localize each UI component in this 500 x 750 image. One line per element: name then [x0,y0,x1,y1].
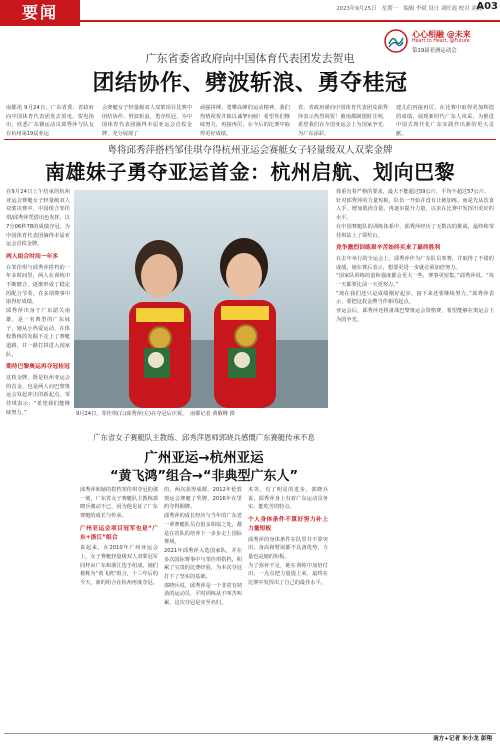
story2-right-paragraph: 在去年举行的全运会上，邱秀萍作为广东队员参赛，并取得了不错的成绩，她在赛后表示，想要更进一步就必须加倍努力。 [336,255,494,271]
inner-story [80,430,328,730]
dateline: 2023年9月25日 星期一 编辑 李斌 设计 刘旺霞 校对 刘翼 [336,6,482,12]
story1-kicker: 广东省委省政府向中国体育代表团发去贺电 [145,52,355,65]
story1-headline: 团结协作、劈波斩浪、勇夺桂冠 [92,71,408,96]
story1-column-1: 南都讯 9月24日，广东省委、省政府向中国体育代表团发去贺电。贺电指出，欣悉广东籍运动员邱秀萍与队友在杭州第19届亚运 [6,105,94,138]
section-title: 要闻 [0,0,80,26]
story2-subhead-2: 期待巴黎奥运再夺冠桂冠 [6,364,70,371]
page-number: A03 [476,1,498,12]
story2-headline: 南雄妹子勇夺亚运首金：杭州启航、划向巴黎 [45,160,455,184]
story2-right-paragraph: 针对邱秀萍的力量短板，队伍一开始并没有让她加练，而是先从饮食入手，增加肌肉含量，再逐步提升力量，以求在比赛中发挥出更好的水平。 [336,197,494,222]
inner-story-headline-2: “黄飞鸿”组合→“非典型广东人” [109,469,299,484]
story1-column-4: 省、省政府谨向中国体育代表团及邱秀萍表示热烈祝贺！被南都制图时注明，希望我们在全国亚运会上为国家争光、为广东添彩。 [298,105,388,138]
page-header [0,0,500,26]
inner-story-column-2 [164,486,242,726]
inner-paragraph: 邱秀萍的身体条件在队里并不算突出，身高和臂展都不具备优势，力量也是她的短板。 [248,536,328,560]
story1-column-2: 会赛艇女子轻量级双人双桨项目比赛中团结协作、劈波斩浪，勇夺桂冠，为中国体育代表团摘得本届亚运会首枚金牌，充分展现了 [102,105,192,138]
story2-left-paragraph: 邱秀萍出身于广东韶关南雄，是一名典型的广东妹子，她从小热爱运动，在体校教练的发掘下走上了赛艇道路，并一路打拼进入国家队。 [6,308,70,358]
story2-subhead-1: 两人组合时间一年多 [6,253,59,260]
story2-left-paragraph: 在邹佳琪与邱秀萍搭档的一年多时间里，两人在训练中不断磨合，逐渐形成了稳定的配合节奏，在多项赛事中取得好成绩。 [6,264,70,306]
story2-right-paragraph: 体重有着严格的要求，最大不能超过59公斤，平均不超过57公斤。 [336,189,490,195]
games-slogan: 心心相融 @未来 [412,30,471,39]
inner-story-kicker: 广东省女子赛艇队主教练、邱秀萍恩师郭晓兵感慨广东赛艇传承不息 [93,433,315,442]
athletes-photo [74,190,328,408]
story2-right-paragraph: 在中国赛艇队的训练体系中，邱秀萍经历了无数次的挑战，最终和邹佳琪站上了领奖台。 [336,223,494,239]
inner-subhead: 广州亚运会项目冠军也是“广东+浙江”组合 [80,525,158,541]
inner-story-column-1 [80,486,158,726]
inner-story-column-3 [248,486,328,726]
inner-paragraph: 的，两次获得成都、2012年伦敦奥运会赛艇了奖牌，2016年在里约夺得铜牌。 [164,487,242,511]
story1-column-3: 顽强拼搏、勇攀高峰的运动精神，我们热情祝贺并致以诚挚问候！希望你们继续努力，再接再厉，在今后的比赛中取得更好成绩。 [200,105,290,138]
story2-right-paragraph: “国家队训练的量和强度都会更大一些，赛事更密集。”邱秀萍说，“每一天都要比前一天更努力。” [336,273,494,289]
footer-rule [4,733,496,734]
story2-left-paragraph: 这枚金牌，既是杭州亚运会的首金，也是两人向巴黎奥运会发起冲击的新起点。邹佳琪表示：“希望我们能继续努力。” [6,375,70,416]
inner-paragraph: 术等，有了明显的进步。郭晓兵说，邱秀萍身上有着广东运动员务实、能吃苦的特点。 [248,487,328,511]
inner-paragraph: 说起来，在2010年广州亚运会上，女子赛艇轻量级双人双桨冠军同样由广东和浙江选手组成，她们被称为“黄飞鸿”组合，十三年后的今天，新的组合在杭州再度夺冠。 [80,545,158,587]
story2-kicker: 粤将邱秀萍搭档邹佳琪夺得杭州亚运会赛艇女子轻量级双人双桨金牌 [107,145,393,156]
story-divider [4,139,496,140]
inner-paragraph: 邱秀萍和她的搭档邹佳琪夺冠的那一刻，广东省女子赛艇队主教练郭晓兵激动不已，因为他见证了广东赛艇的成长与传承。 [80,487,158,520]
inner-paragraph: 邱秀萍的成长经历与当年的广东老一辈赛艇队员有很多相似之处，都是在省队的培养下一步步走上国际赛场。 [164,513,242,546]
story1-column-5: 建儿们再接再厉，在比赛中取得更加辉煌的成绩，展现新时代广东人风采，为推进中国式现代化广东实践作出新的更大贡献。 [396,105,494,138]
games-name: 第19届亚洲运动会 [412,48,457,54]
games-slogan-en: Heart to Heart, @Future [412,39,470,44]
photo-caption: 9月24日，邹佳琪(右)邱秀萍(左)在夺冠后庆祝。 南都记者 黄敬峰 摄 [76,411,235,417]
story2-left-column [6,188,70,728]
header-rule [80,20,500,22]
inner-subhead: 个人身体条件不算好努力补上力量短板 [248,517,328,532]
story2-right-column [336,188,494,728]
inner-paragraph: 2021年邱秀萍入选国家队，并在多次国际赛事中与邹佳琪搭档，积累了宝贵的比赛经验，为本次夺冠打下了坚实的基础。 [164,547,242,581]
story2-right-paragraph: “现在我们还只是成绩刚好起步，接下来还要继续努力。”邱秀萍表示，要把这枚金牌当作新的起点。 [336,290,494,306]
inner-story-headline-1: 广州亚运→杭州亚运 [144,450,264,466]
inner-paragraph: 为了弥补不足，她在训练中加倍付出，一点点把力量提上来，最终在比赛中发挥出了自己的最佳水平。 [248,562,328,587]
story2-right-paragraph: 亚运会后，邱秀萍还将备战巴黎奥运会资格赛，希望能够在奥运会上为国争光。 [336,308,494,323]
inner-paragraph: 郭晓兵说，邱秀萍是一个非常有韧劲的运动员，平时训练从不叫苦叫累，这次夺冠是实至名归。 [164,582,242,607]
reporter-credit: 南方+记者 朱小龙 彭翔 [433,736,492,742]
story2-right-subhead: 竞争激烈训练艰辛苦始终买来了最终胜利 [336,245,441,252]
story2-intro: 在9月24日上午结束的杭州亚运会赛艇女子轻量级双人双桨决赛中，中国组合邹佳琪/邱秀萍凭借出色发挥，以7分06秒78的成绩夺冠，为中国体育代表团摘得本届亚运会首枚金牌。 [6,189,70,248]
